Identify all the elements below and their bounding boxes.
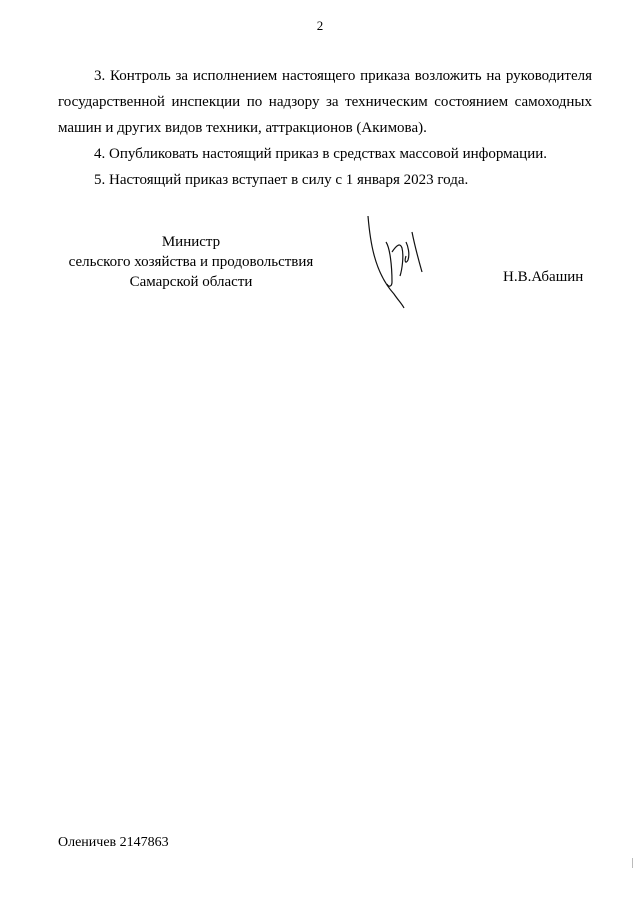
signatory-title-line-3: Самарской области (129, 274, 253, 290)
signatory-title-line-2: сельского хозяйства и продовольствия (68, 254, 314, 270)
signatory-title (58, 232, 324, 292)
paragraph-3: 3. Контроль за исполнением настоящего приказа возложить на руководителя государственной инспекции по надзору за техническим состоянием самоходных машин и других видов техники, аттракционов (Акимова). (58, 68, 592, 136)
document-body (58, 63, 592, 193)
paragraph-5: 5. Настоящий приказ вступает в силу с 1 января 2023 года. (94, 172, 469, 188)
page-number: 2 (316, 18, 324, 33)
paragraph-4: 4. Опубликовать настоящий приказ в средствах массовой информации. (94, 146, 548, 162)
signature-block (0, 232, 640, 342)
handwritten-signature (356, 212, 436, 322)
executor-info: Оленичев 2147863 (58, 835, 169, 850)
edge-mark (632, 858, 633, 868)
signatory-title-line-1: Министр (161, 234, 221, 250)
signatory-name: Н.В.Абашин (503, 269, 584, 285)
